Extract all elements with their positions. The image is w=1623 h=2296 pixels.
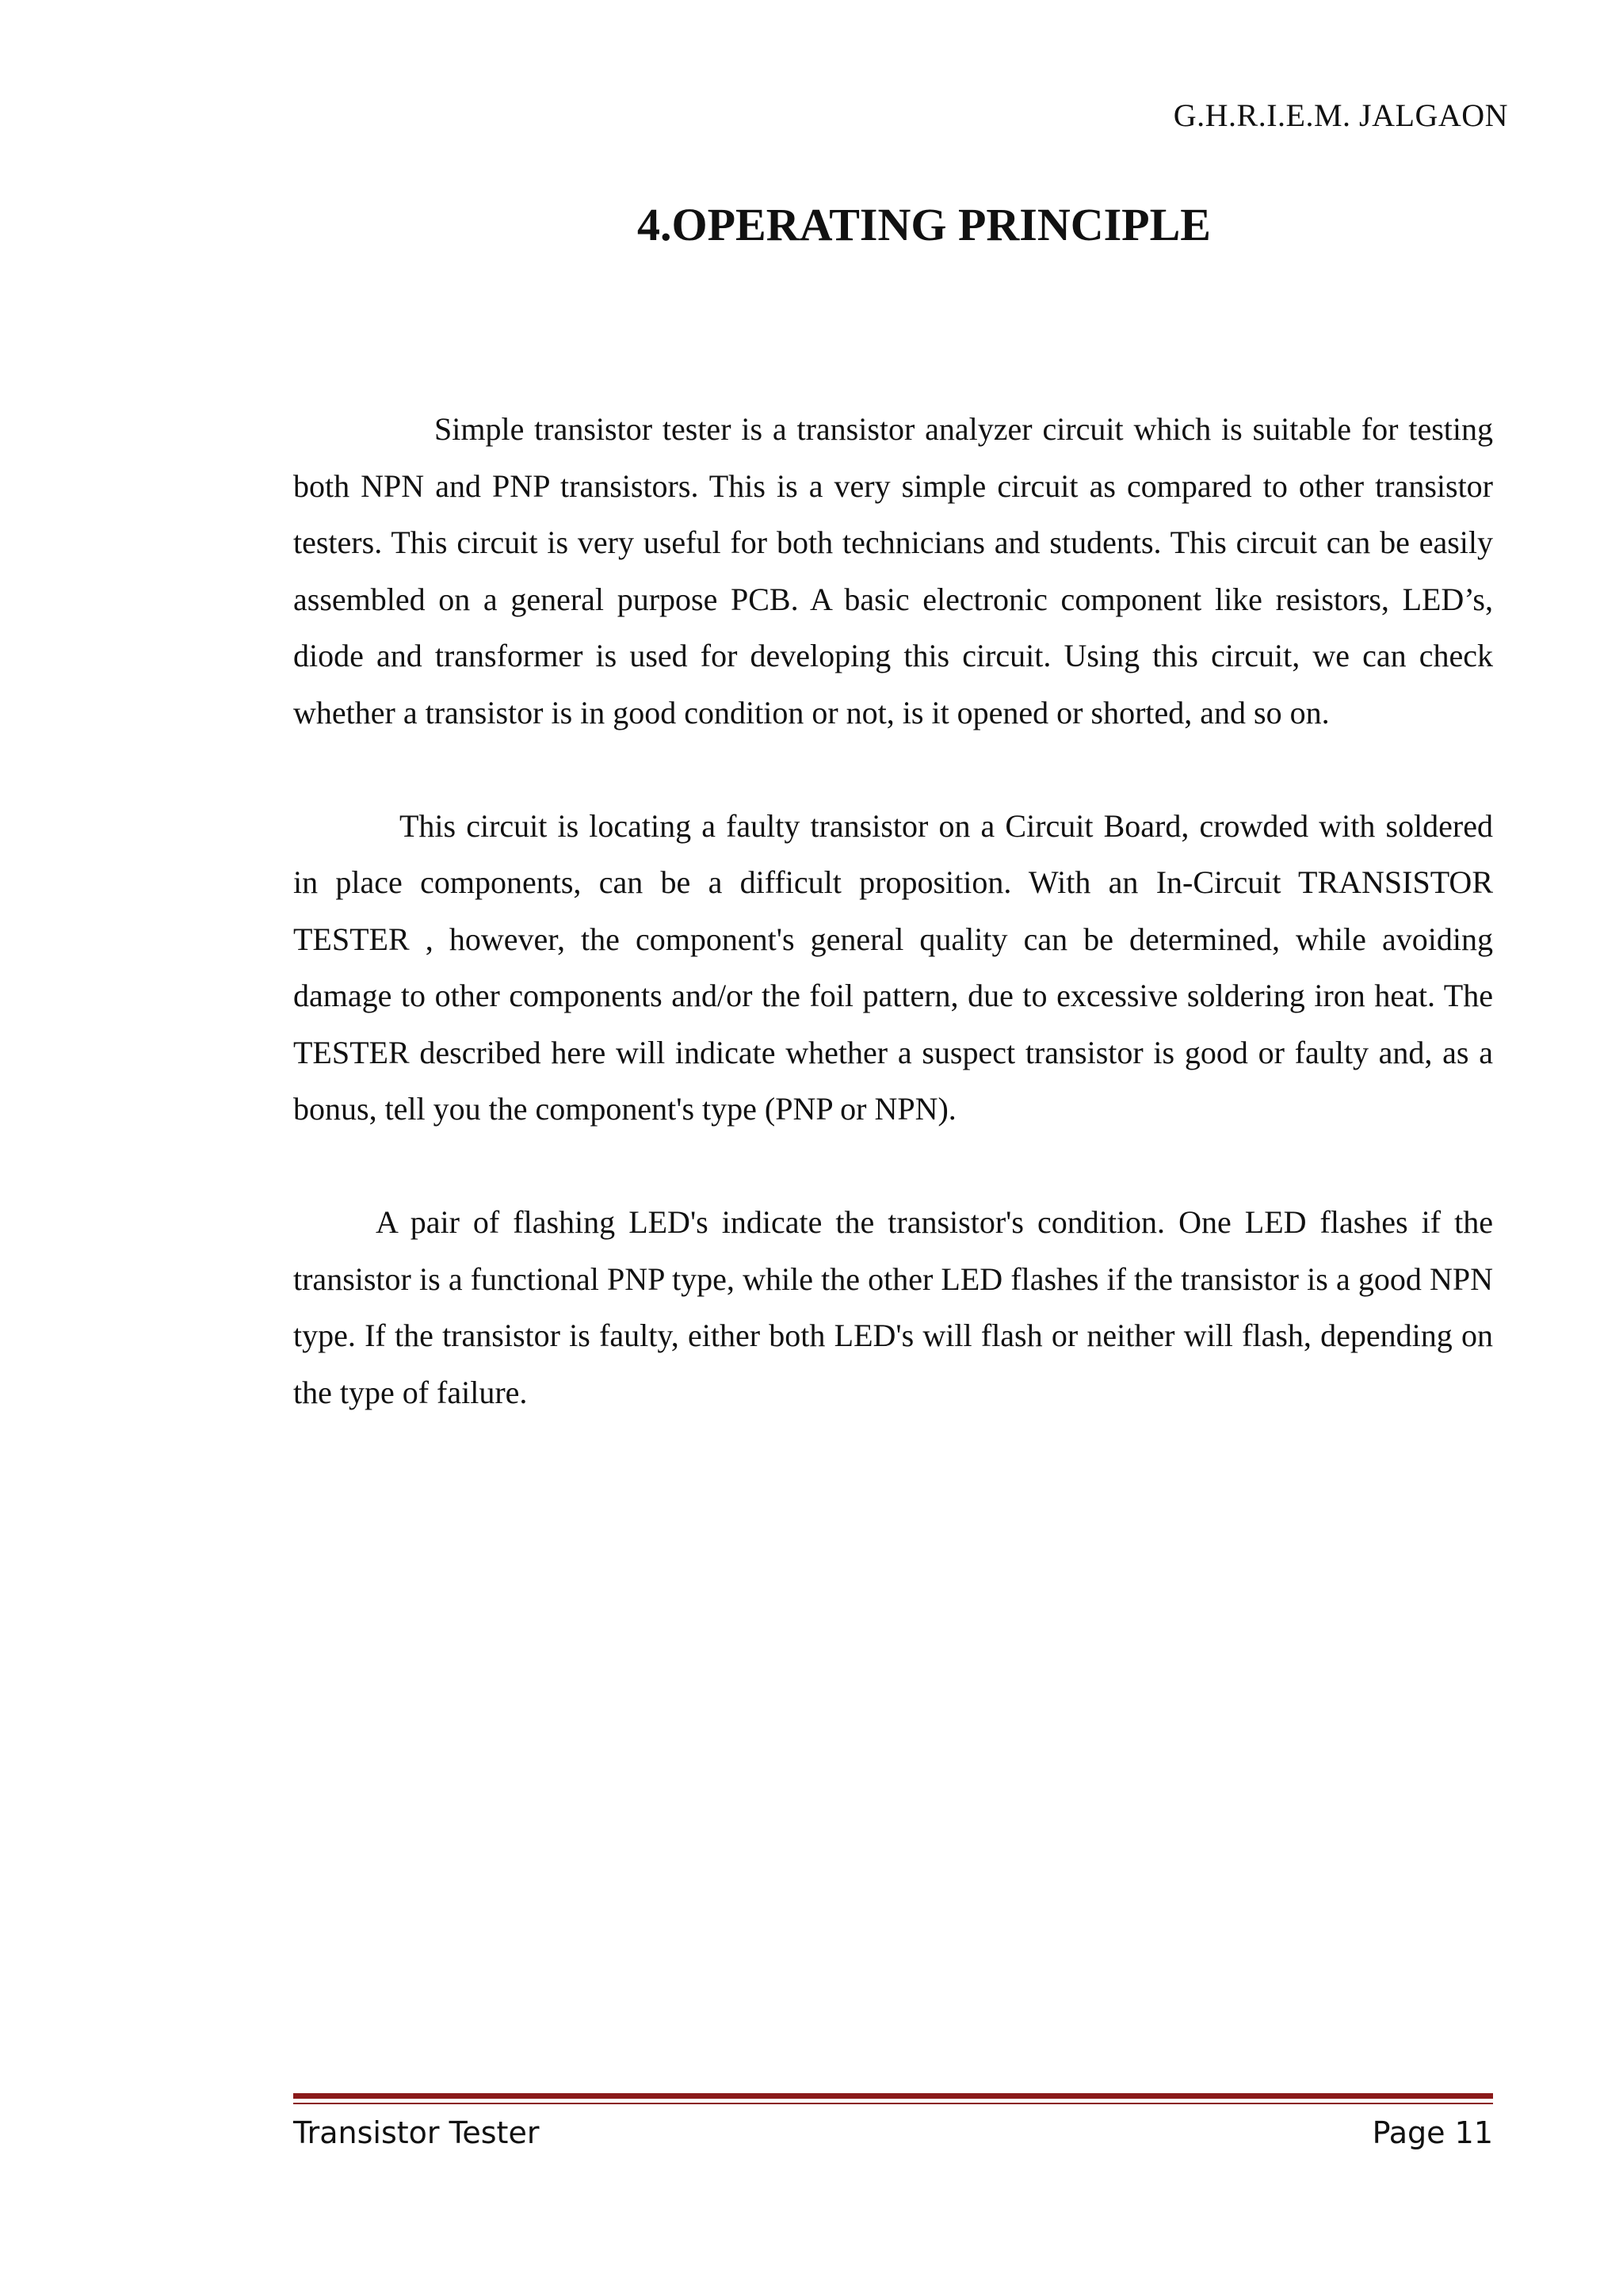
page-footer	[293, 2111, 1493, 2155]
paragraph-1: Simple transistor tester is a transistor analyzer circuit which is suitable for testing both NPN and PNP transistors. This is a very simple circuit as compared to other transistor testers. This circuit is very useful for both technicians and students. This circuit can be easily assembled on a general purpose PCB. A basic electronic component like resistors, LED’s, diode and transformer is used for developing this circuit. Using this circuit, we can check whether a transistor is in good condition or not, is it opened or shorted, and so on.	[293, 411, 1493, 730]
footer-rule-thick	[293, 2093, 1493, 2099]
body-text	[293, 401, 1493, 1478]
paragraph-2: This circuit is locating a faulty transistor on a Circuit Board, crowded with soldered in place components, can be a difficult proposition. With an In-Circuit TRANSISTOR TESTER , however, the component's general quality can be determined, while avoiding damage to other components and/or the foil pattern, due to excessive soldering iron heat. The TESTER described here will indicate whether a suspect transistor is good or faulty and, as a bonus, tell you the component's type (PNP or NPN).	[293, 807, 1493, 1127]
page-header: G.H.R.I.E.M. JALGAON	[1173, 97, 1508, 133]
paragraph-3: A pair of flashing LED's indicate the transistor's condition. One LED flashes if the transistor is a functional PNP type, while the other LED flashes if the transistor is a good NPN type. If the transistor is faulty, either both LED's will flash or neither will flash, depending on the type of failure.	[293, 1204, 1493, 1410]
footer-rule-thin	[293, 2103, 1493, 2104]
footer-page-number: Page 11	[1372, 2115, 1493, 2150]
chapter-title: 4.OPERATING PRINCIPLE	[637, 199, 1211, 250]
footer-document-title: Transistor Tester	[293, 2115, 540, 2150]
